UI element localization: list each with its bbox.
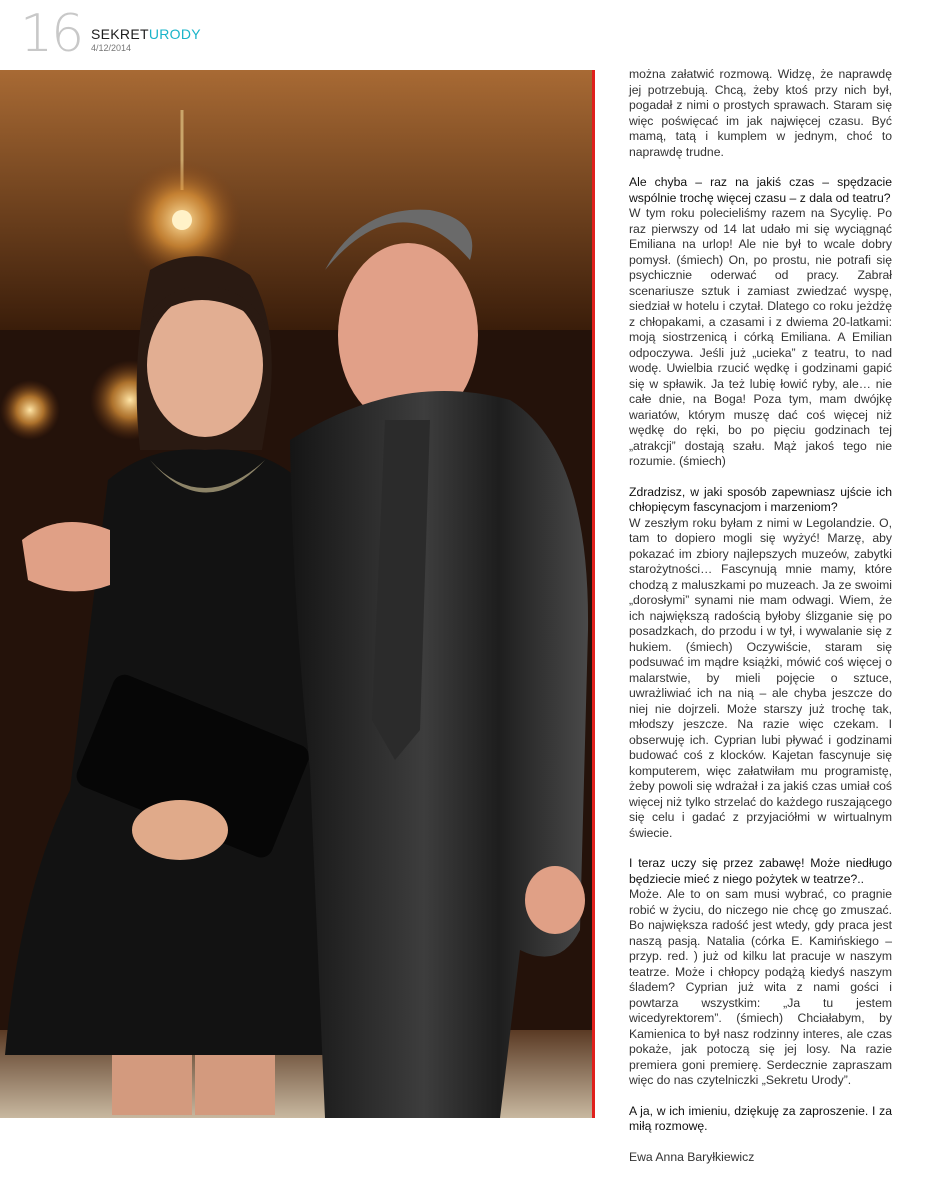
logo-part-urody: URODY <box>148 26 201 42</box>
ceiling <box>0 70 592 330</box>
page-number: 16 <box>20 4 83 64</box>
article-paragraph: można załatwić rozmową. Widzę, że naprawdę jej potrzebują. Chcą, żeby ktoś przy nich był, pogadał z nimi o prostych sprawach. Staram się więc poświęcać im jak najwięcej czasu. Być mamą, tatą i kumplem w jednym, choć to naprawdę trudne. <box>629 67 892 159</box>
logo-part-sekret: SEKRET <box>91 26 149 42</box>
author-signature: Ewa Anna Baryłkiewicz <box>629 1149 755 1164</box>
interview-question: Zdradzisz, w jaki sposób zapewniasz ujście ich chłopięcym fascynacjom i marzeniom? <box>629 484 892 514</box>
interview-closing: A ja, w ich imieniu, dziękuję za zaproszenie. I za miłą rozmowę. <box>629 1103 892 1133</box>
wall-lamp <box>0 380 60 440</box>
interview-answer: W zeszłym roku byłam z nimi w Legolandzie. O, tam to dopiero mogli się wyżyć! Marzę, aby pokazać im zbiory najlepszych muzeów, zabytki starożytności… Fascynują mnie mamy, które chodzą z maluszkami po muzeach. Ja ze swoimi „dorosłymi” synami nie mam odwagi. Wiem, że ich największą radością byłoby ślizganie się po posadzkach, do przodu i w tył, i wywalanie się z hukiem. (śmiech) Oczywiście, staram się podsuwać im mądre książki, mówić coś więcej o malarstwie, by mieli pojęcie o sztuce, uwrażliwiać ich na nią – ale chyba jeszcze do niej nie dojrzeli. Może starszy już trochę tak, młodszy jeszcze. Na razie więc czekam. I obserwuję ich. Cyprian lubi pływać i godzinami budować coś z klocków. Kajetan fascynuje się komputerem, więc załatwiłam mu programistę, żeby powoli się wdrażał i za jakiś czas umiał coś więcej niż tylko strzelać do każdego ruszającego się celu i gadać z przyjaciółmi w wirtualnym świecie. <box>629 515 892 840</box>
interview-answer: W tym roku polecieliśmy razem na Sycylię. Po raz pierwszy od 14 lat udało mi się wyciągnąć Emiliana na urlop! Ale nie był to wcale dobry pomysł. (śmiech) On, po prostu, nie potrafi się psychicznie oderwać od pracy. Zabrał scenariusze sztuk i zamiast zwiedzać wyspę, siedział w hotelu i czytał. Dlatego co roku jeżdżę z chłopakami, a czasami i z dwiema 20-latkami: moją siostrzenicą i córką Emiliana. A Emilian odpoczywa. Jeśli już „ucieka” z teatru, to nad wodę. Uwielbia rzucić wędkę i godzinami gapić się w spławik. Ja też lubię łowić ryby, ale… nie całe dnie, na Boga! Poza tym, mam dwójkę wariatów, którym muszę dać coś więcej niż wędkę do ręki, bo po pięciu godzinach tej „atrakcji” dostają szału. Mąż jakoś tego nie rozumie. (śmiech) <box>629 206 892 468</box>
interview-column <box>629 67 892 1165</box>
issue-date: 4/12/2014 <box>91 43 132 53</box>
photo-illustration <box>0 70 592 1118</box>
red-accent-bar <box>592 70 595 1118</box>
interview-question: I teraz uczy się przez zabawę! Może niedługo będziecie mieć z niego pożytek w teatrze?.. <box>629 856 892 886</box>
magazine-logo <box>91 26 201 42</box>
interview-question: Ale chyba – raz na jakiś czas – spędzacie wspólnie trochę więcej czasu – z dala od teatru? <box>629 175 892 205</box>
couple-photo <box>0 70 592 1118</box>
interview-answer: Może. Ale to on sam musi wybrać, co pragnie robić w życiu, do niczego nie chcę go zmuszać. Bo największa radość jest wtedy, gdy praca jest naszą pasją. Natalia (córka E. Kamińskiego – przyp. red. ) już od kilku lat pracuje w naszym teatrze. Może i chłopcy podążą kiedyś naszym śladem? Cyprian już wita z nami gości i powtarza wszystkim: „Ja tu jestem wicedyrektorem”. (śmiech) Chciałabym, by Kamienica to był nasz rodzinny interes, ale czas pokaże, jak potoczą się jej losy. Na razie premiera goni premierę. Serdecznie zapraszam więc do nas czytelniczki „Sekretu Urody”. <box>629 887 892 1087</box>
